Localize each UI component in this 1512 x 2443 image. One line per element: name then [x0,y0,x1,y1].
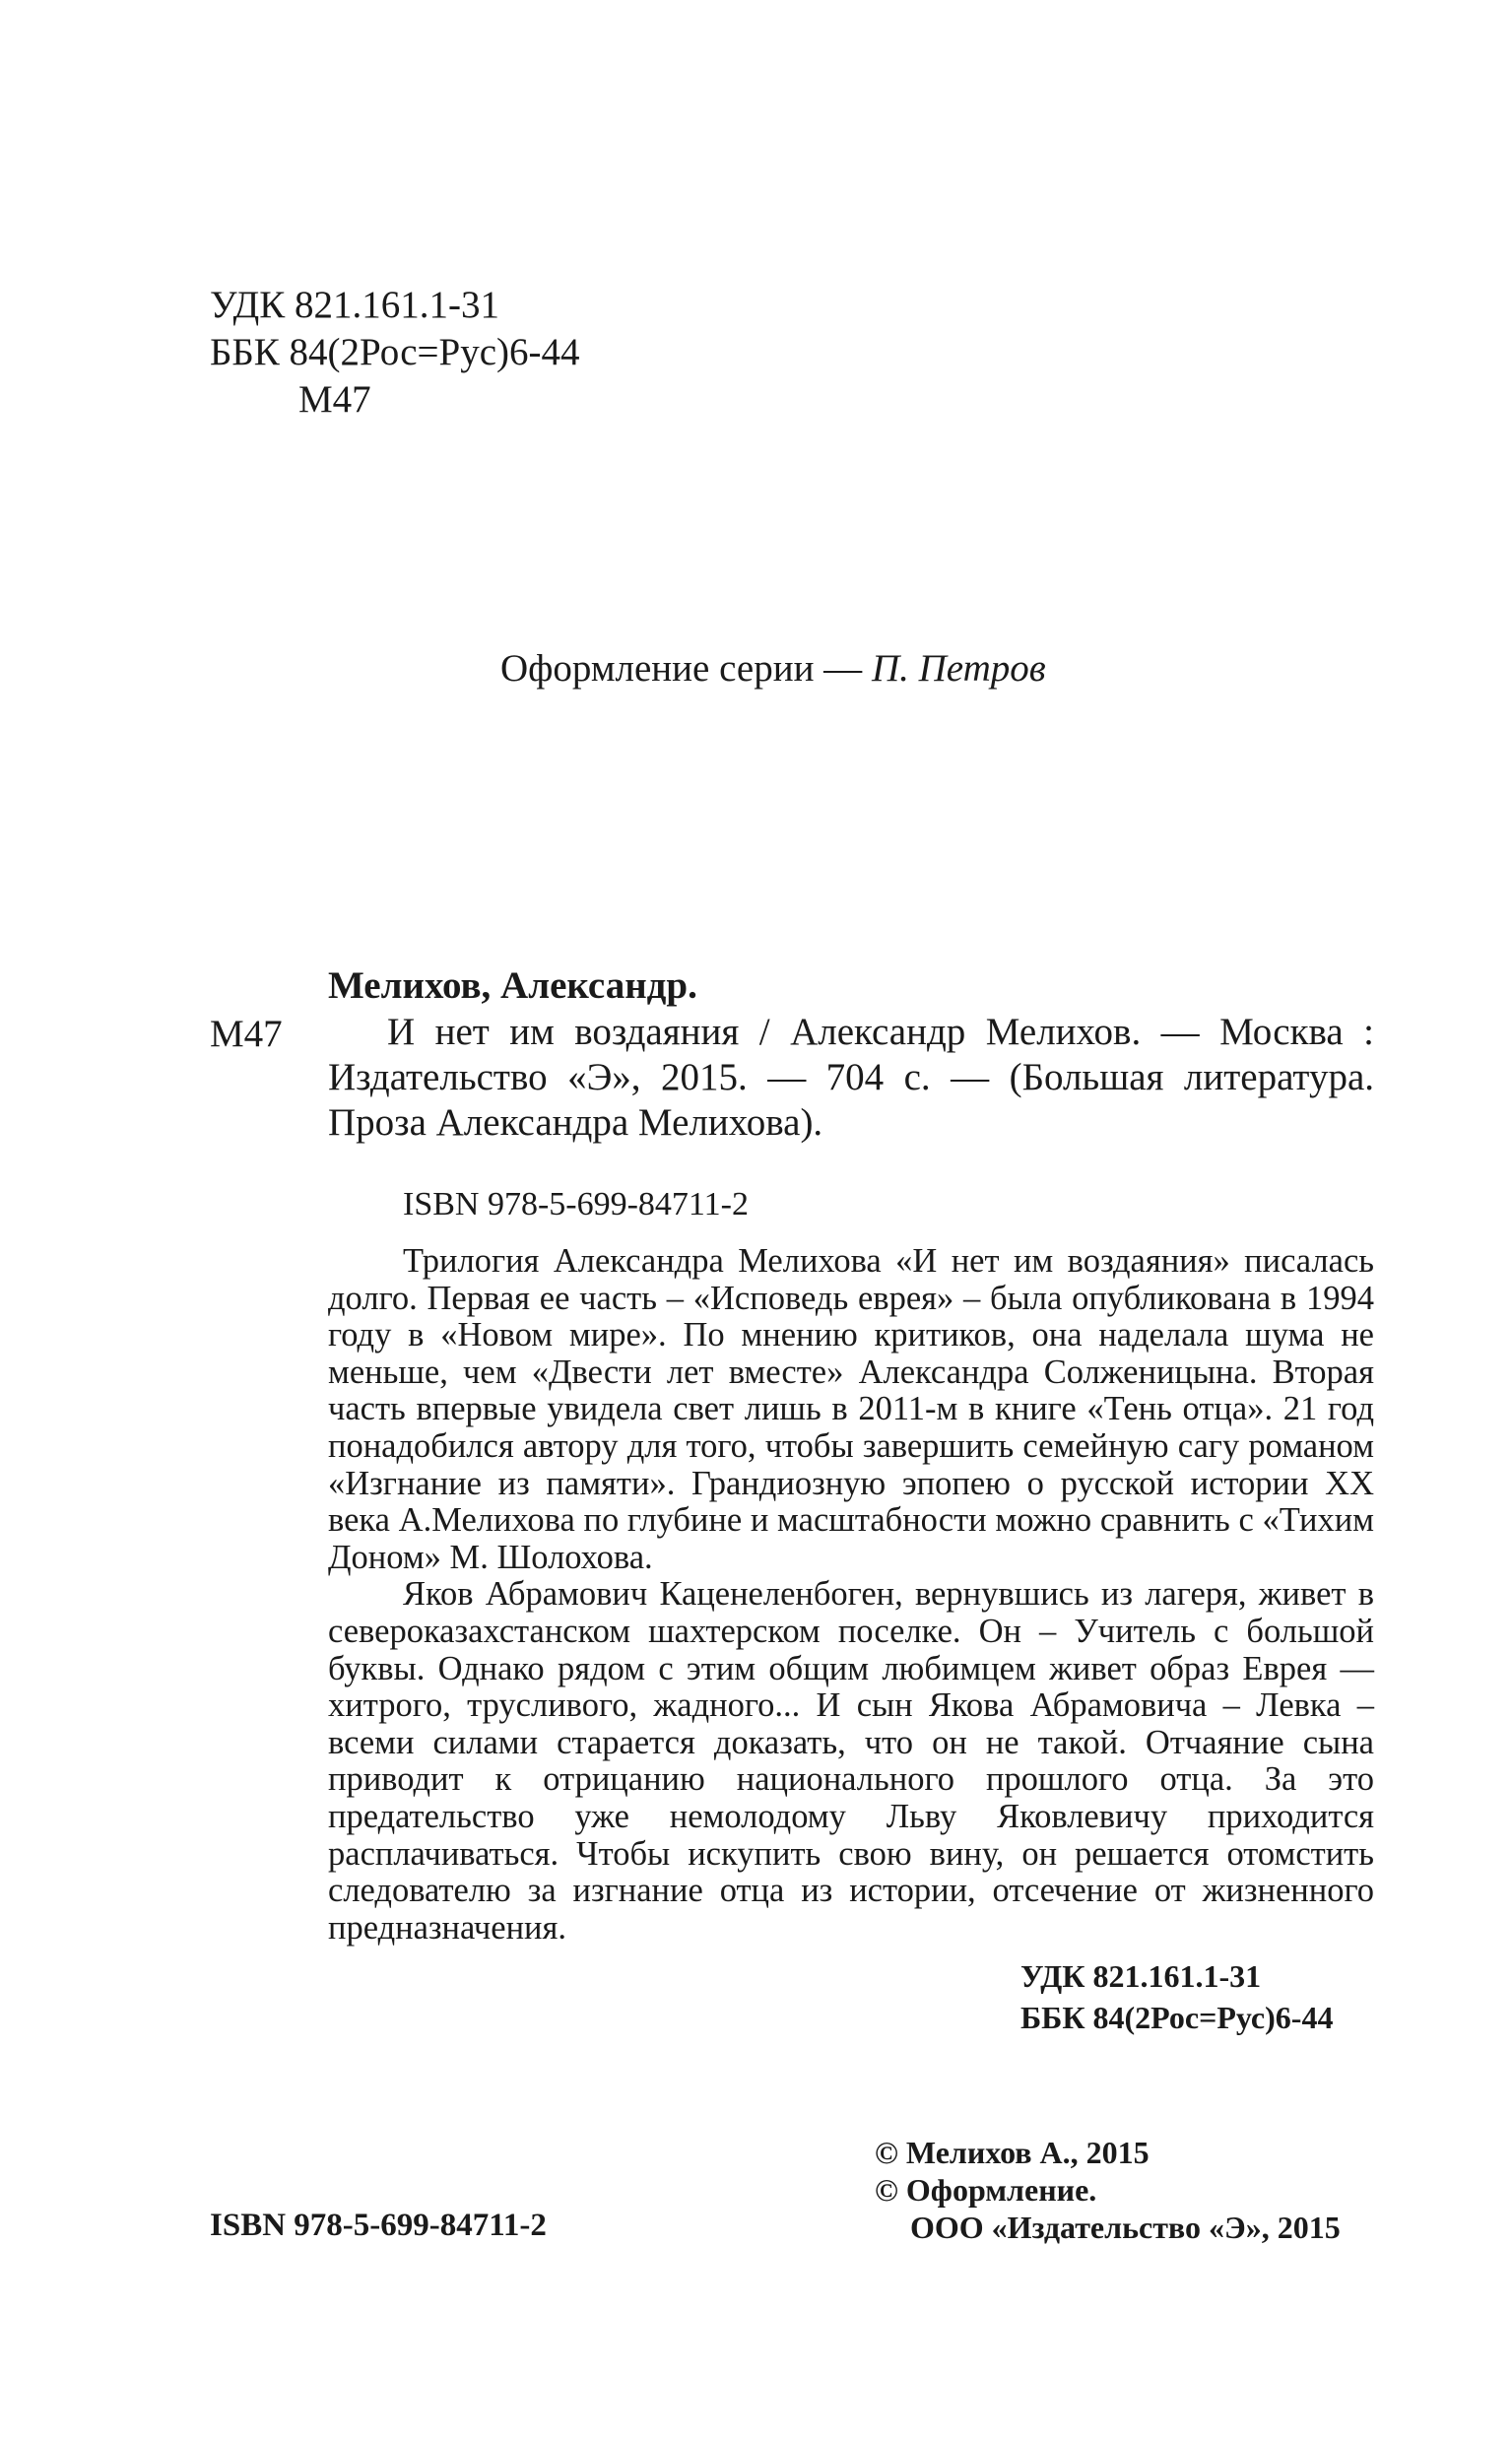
isbn-bottom: ISBN 978-5-699-84711-2 [210,2208,547,2243]
classification-codes-bottom [1020,1955,1333,2038]
catalog-author-sign: М47 [210,1013,283,1055]
udk-code-bottom: УДК 821.161.1-31 [1020,1958,1262,1994]
series-design-credit [500,645,1046,693]
copyright-publisher: ООО «Издательство «Э», 2015 [910,2210,1341,2245]
catalog-author: Мелихов, Александр. [328,964,697,1007]
series-design-label: Оформление серии — [500,647,872,690]
catalog-isbn: ISBN 978-5-699-84711-2 [403,1186,749,1222]
bbk-code-bottom: ББК 84(2Рос=Рус)6-44 [1020,2000,1334,2035]
author-sign: М47 [298,378,371,421]
annotation [328,1243,1374,1947]
catalog-description-text: И нет им воздаяния / Александр Мелихов. — Москва : Издательство «Э», 2015. — 704 с. — (Большая литература. Проза Александра Мелихова). [328,1011,1374,1144]
copyright-author: © Мелихов А., 2015 [875,2135,1150,2170]
classification-codes-top [210,282,580,424]
copyright-block [875,2134,1341,2246]
catalog-description [328,1010,1374,1146]
bbk-code: ББК 84(2Рос=Рус)6-44 [210,331,580,373]
annotation-paragraph-2: Яков Абрамович Каценеленбоген, вернувшись из лагеря, живет в североказахстанском шахтерском поселке. Он – Учитель с большой буквы. Однако рядом с этим общим любимцем живет образ Еврея — хитрого, трусливого, жадного... И сын Якова Абрамовича – Левка – всеми силами старается доказать, что он не такой. Отчаяние сына приводит к отрицанию национального прошлого отца. За это предательство уже немолодому Льву Яковлевичу приходится расплачиваться. Чтобы искупить свою вину, он решается отомстить следователю за изгнание отца из истории, отсечение от жизненного предназначения. [328,1575,1374,1947]
udk-code: УДК 821.161.1-31 [210,284,500,326]
annotation-paragraph-1: Трилогия Александра Мелихова «И нет им воздаяния» писалась долго. Первая ее часть – «Исповедь еврея» – была опубликована в 1994 году в «Новом мире». По мнению критиков, она наделала шума не меньше, чем «Двести лет вместе» Александра Солженицына. Вторая часть впервые увидела свет лишь в 2011-м в книге «Тень отца». 21 год понадобился автору для того, чтобы завершить семейную сагу романом «Изгнание из памяти». Грандиозную эпопею о русской истории XX века А.Мелихова по глубине и масштабности можно сравнить с «Тихим Доном» М. Шолохова. [328,1242,1374,1576]
copyright-design: © Оформление. [875,2172,1097,2208]
series-designer-name: П. Петров [871,647,1046,690]
